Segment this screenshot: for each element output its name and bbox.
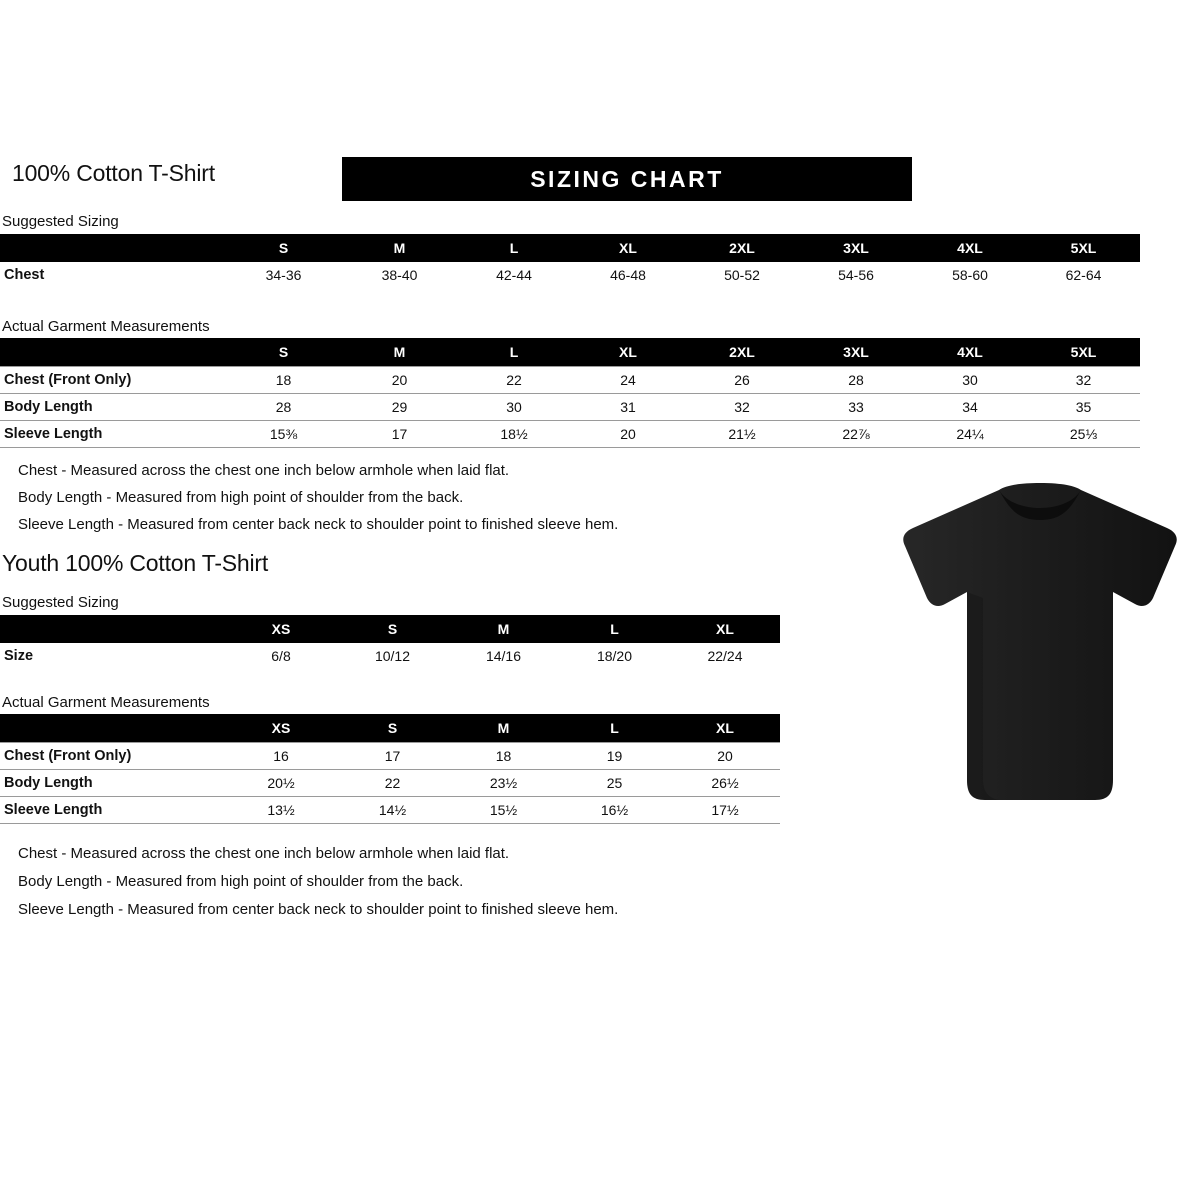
cell-size-l: 18/20 — [596, 648, 633, 664]
col-header-label — [0, 615, 225, 643]
cell-bodylength-2xl: 32 — [685, 394, 799, 421]
col-header-l: L — [457, 234, 571, 262]
cell-sleevelength-4xl: 24¼ — [913, 421, 1027, 448]
youth-note-body-length: Body Length - Measured from high point of shoulder from the back. — [18, 873, 464, 890]
cell-bodylength-xl: 26½ — [670, 770, 780, 797]
cell-sleevelength-2xl: 21½ — [685, 421, 799, 448]
col-header-l: L — [559, 615, 670, 643]
row-label-sleeve-length: Sleeve Length — [0, 797, 225, 824]
cell-size-m: 14/16 — [485, 648, 522, 664]
col-header-label — [0, 338, 225, 367]
cell-sleevelength-xl: 17½ — [670, 797, 780, 824]
cell-chest-l: 42-44 — [496, 267, 532, 283]
col-header-l: L — [559, 714, 670, 743]
youth-suggested-sizing-table — [0, 615, 780, 669]
col-header-label — [0, 234, 225, 262]
cell-chestfront-xs: 16 — [225, 743, 337, 770]
youth-garment-measurements-label: Actual Garment Measurements — [2, 694, 210, 711]
adult-suggested-sizing-table — [0, 234, 1140, 288]
col-header-4xl: 4XL — [913, 338, 1027, 367]
cell-sleevelength-3xl: 22⅞ — [799, 421, 913, 448]
table-header-row — [0, 338, 1140, 367]
cell-bodylength-s: 28 — [225, 394, 342, 421]
cell-chestfront-m: 18 — [448, 743, 559, 770]
col-header-s: S — [337, 615, 448, 643]
col-header-4xl: 4XL — [913, 234, 1027, 262]
adult-garment-measurements-label: Actual Garment Measurements — [2, 318, 210, 335]
row-label-sleeve-length: Sleeve Length — [0, 421, 225, 448]
cell-chestfront-5xl: 32 — [1027, 367, 1140, 394]
cell-bodylength-m: 29 — [342, 394, 457, 421]
youth-section-title: Youth 100% Cotton T-Shirt — [2, 550, 269, 576]
col-header-xl: XL — [571, 234, 685, 262]
cell-chestfront-l: 19 — [559, 743, 670, 770]
cell-bodylength-l: 25 — [559, 770, 670, 797]
cell-bodylength-s: 22 — [337, 770, 448, 797]
adult-suggested-sizing-label: Suggested Sizing — [2, 213, 119, 230]
col-header-m: M — [448, 714, 559, 743]
table-row — [0, 770, 780, 797]
col-header-m: M — [342, 234, 457, 262]
cell-chestfront-s: 18 — [225, 367, 342, 394]
col-header-3xl: 3XL — [799, 234, 913, 262]
row-label-chest: Chest — [4, 267, 45, 283]
row-label-size: Size — [4, 648, 34, 664]
table-row — [0, 421, 1140, 448]
cell-sleevelength-l: 16½ — [559, 797, 670, 824]
cell-bodylength-l: 30 — [457, 394, 571, 421]
cell-chestfront-s: 17 — [337, 743, 448, 770]
cell-chest-xl: 46-48 — [610, 267, 646, 283]
col-header-xs: XS — [225, 615, 337, 643]
col-header-xs: XS — [225, 714, 337, 743]
cell-sleevelength-l: 18½ — [457, 421, 571, 448]
cell-bodylength-3xl: 33 — [799, 394, 913, 421]
sizing-chart-banner — [342, 157, 912, 201]
col-header-m: M — [448, 615, 559, 643]
cell-chestfront-m: 20 — [342, 367, 457, 394]
col-header-5xl: 5XL — [1027, 234, 1140, 262]
cell-size-xl: 22/24 — [707, 648, 743, 664]
col-header-xl: XL — [670, 714, 780, 743]
col-header-s: S — [337, 714, 448, 743]
cell-chest-5xl: 62-64 — [1065, 267, 1102, 283]
table-row — [0, 743, 780, 770]
col-header-2xl: 2XL — [685, 234, 799, 262]
sizing-chart-banner-label: SIZING CHART — [530, 166, 724, 192]
col-header-l: L — [457, 338, 571, 367]
row-label-chest-front-only: Chest (Front Only) — [0, 743, 225, 770]
cell-sleevelength-s: 15⅜ — [225, 421, 342, 448]
table-header-row — [0, 714, 780, 743]
cell-chestfront-3xl: 28 — [799, 367, 913, 394]
cell-chestfront-2xl: 26 — [685, 367, 799, 394]
cell-chest-m: 38-40 — [381, 267, 418, 283]
table-row — [0, 367, 1140, 394]
cell-chestfront-l: 22 — [457, 367, 571, 394]
cell-chest-3xl: 54-56 — [838, 267, 874, 283]
cell-bodylength-5xl: 35 — [1027, 394, 1140, 421]
col-header-3xl: 3XL — [799, 338, 913, 367]
col-header-s: S — [225, 234, 342, 262]
page-title: 100% Cotton T-Shirt — [12, 160, 215, 186]
tshirt-image — [895, 480, 1185, 810]
cell-chestfront-xl: 20 — [670, 743, 780, 770]
table-row — [0, 262, 1140, 288]
youth-note-chest: Chest - Measured across the chest one inch below armhole when laid flat. — [18, 845, 510, 862]
col-header-2xl: 2XL — [685, 338, 799, 367]
cell-chest-4xl: 58-60 — [952, 267, 988, 283]
table-header-row — [0, 615, 780, 643]
youth-suggested-sizing-label: Suggested Sizing — [2, 594, 119, 611]
col-header-5xl: 5XL — [1027, 338, 1140, 367]
cell-sleevelength-m: 15½ — [448, 797, 559, 824]
cell-chest-2xl: 50-52 — [724, 267, 760, 283]
adult-note-chest: Chest - Measured across the chest one inch below armhole when laid flat. — [18, 462, 510, 479]
chart-header — [12, 160, 912, 204]
cell-bodylength-4xl: 34 — [913, 394, 1027, 421]
table-row — [0, 643, 780, 669]
col-header-label — [0, 714, 225, 743]
row-label-body-length: Body Length — [0, 394, 225, 421]
cell-bodylength-m: 23½ — [448, 770, 559, 797]
col-header-xl: XL — [571, 338, 685, 367]
cell-chestfront-4xl: 30 — [913, 367, 1027, 394]
col-header-s: S — [225, 338, 342, 367]
adult-note-body-length: Body Length - Measured from high point of shoulder from the back. — [18, 489, 464, 506]
cell-chest-s: 34-36 — [265, 267, 302, 283]
table-row — [0, 394, 1140, 421]
cell-sleevelength-5xl: 25⅓ — [1027, 421, 1140, 448]
cell-sleevelength-xs: 13½ — [225, 797, 337, 824]
cell-sleevelength-xl: 20 — [571, 421, 685, 448]
cell-size-s: 10/12 — [374, 648, 411, 664]
col-header-m: M — [342, 338, 457, 367]
cell-bodylength-xl: 31 — [571, 394, 685, 421]
adult-garment-measurements-table — [0, 338, 1140, 448]
cell-sleevelength-m: 17 — [342, 421, 457, 448]
youth-garment-measurements-table — [0, 714, 780, 824]
row-label-body-length: Body Length — [0, 770, 225, 797]
table-header-row — [0, 234, 1140, 262]
cell-chestfront-xl: 24 — [571, 367, 685, 394]
adult-note-sleeve-length: Sleeve Length - Measured from center back neck to shoulder point to finished sleeve hem. — [18, 516, 619, 533]
cell-size-xs: 6/8 — [271, 648, 291, 664]
cell-bodylength-xs: 20½ — [225, 770, 337, 797]
row-label-chest-front-only: Chest (Front Only) — [0, 367, 225, 394]
youth-note-sleeve-length: Sleeve Length - Measured from center back neck to shoulder point to finished sleeve hem. — [18, 901, 619, 918]
table-row — [0, 797, 780, 824]
cell-sleevelength-s: 14½ — [337, 797, 448, 824]
col-header-xl: XL — [670, 615, 780, 643]
